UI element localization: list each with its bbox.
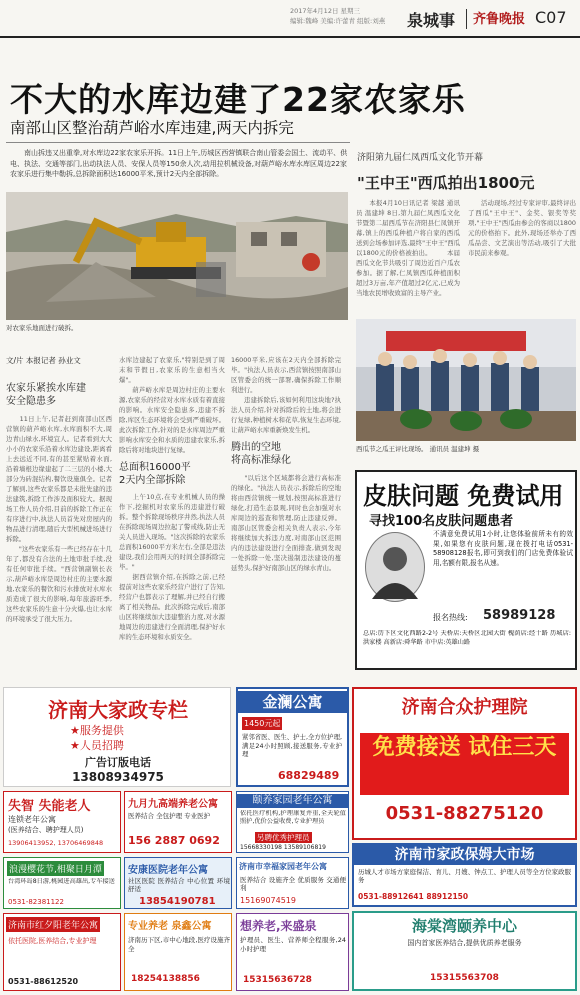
demolition-photo <box>6 192 348 320</box>
header-rule <box>0 36 580 38</box>
nursing-phone: 0531-88275120 <box>385 803 544 824</box>
portrait-image <box>365 532 425 602</box>
ad-title: 九月九高端养老公寓 <box>128 799 218 810</box>
main-headline: 不大的水库边建了22家农家乐 <box>10 80 466 119</box>
ad-extra: (医养结合、聘护理人员) <box>8 826 84 834</box>
header-divider <box>466 9 467 29</box>
nursing-title: 济南合众护理院 <box>401 697 528 718</box>
nursing-tag: 免费接送 试住三天 <box>360 733 569 795</box>
column-text: "以后这个区域都将会进行高标准的绿化。"执法人员表示,拆除后的空地将由西营镇统一规划,按照高标准进行绿化,打造生态景观,同时也会加强对水库周边的巡查和管理,防止违建反弹。南部山区管委会相关负责人表示,今年将继续加大拆违力度,对南部山区范围内的违法建设进行全面排查,做到发现一处拆除一处,坚决遏制违法建设的蔓延势头,保护好南部山区的绿水青山。 <box>231 474 341 572</box>
section-name: 泉城事 <box>407 11 456 30</box>
side-story-text: 活动现场,经过专家评审,最终评出了西瓜"王中王"、金奖、银奖等奖项,"王中王"西瓜由参会的客商以1800元的价格拍下。此外,现场还举办了西瓜品尝、文艺演出等活动,吸引了大批市民前来参观。 <box>468 199 576 257</box>
column-heading: 总面积16000平 2天内全部拆除 <box>119 462 191 486</box>
jinlan-title: 金澜公寓 <box>238 691 347 713</box>
ad-phone: 0531-88912641 88912150 <box>358 892 469 901</box>
ad-phone: 0531-82381122 <box>8 898 64 906</box>
ad-text: 济南历下区,市中心地段,医疗设施齐全 <box>128 936 230 953</box>
ad-phone: 13808934975 <box>72 770 164 784</box>
column-text: 水库边建起了农家乐,"特别是到了周末和节假日,农家乐的生意相当火爆"。 葫芦峪水库是周边村庄的主要水源,农家乐的经营对水库水质有着直接的影响。水库安全隐患多,违建不拆除,库区生态环境将会受到严重破坏。此次拆除工作,针对的是水库周边严重影响水库安全和水质的违建农家乐,拆除后将对地块进行复绿。 <box>119 356 225 454</box>
column-heading: 腾出的空地 将高标准绿化 <box>231 442 291 466</box>
ad-text: 依托医院,医养结合,专业护理 <box>8 937 97 945</box>
ad-text: 国内首家医养结合,提供优质养老服务 <box>407 939 522 947</box>
ad-phone: 13854190781 <box>139 896 216 907</box>
travel-ad <box>3 857 121 909</box>
nursing-ad <box>352 687 577 840</box>
market-ad <box>352 843 577 907</box>
column-text: 11日上午,记者赶到南部山区西营镇的葫芦峪水库,水库面积不大,周边青山绿水,环境宜人。记者看到大大小小的农家乐沿着水库边建设,距离看上去远近不同,有的甚至紧贴着水面,沿着墙根边缘建起了二三层的小楼,大部分为砖混结构,餐饮设施俱全。记者了解到,这些农家乐都是未批先建的违法建筑,拆除工作涉及面积较大。据现场工作人员介绍,目前的拆除工作正在有序进行中,执法人员首先对房屋内的物品进行清理,随后大型机械进场进行拆除。 "这些农家乐有一些已经存在十几年了,都没有合法的土地审批手续,没有任何审批手续。"西营镇副镇长表示,葫芦峪水库是周边村庄的主要水源地,农家乐的餐饮和污水排放对水库水质造成了很大的影响,每年旅游旺季,这些农家乐的生意十分火爆,也让水库的环境承受了很大压力。 <box>6 415 112 623</box>
main-subhead: 南部山区整治葫芦峪水库违建,两天内拆完 <box>10 119 294 137</box>
side-photo-caption: 西瓜节之瓜王评比现场。 通讯员 温建坤 摄 <box>356 445 480 453</box>
skin-ad <box>355 470 577 670</box>
ad-label: 广告订版电话 <box>85 756 151 769</box>
jiuyue-ad <box>124 791 232 853</box>
ad-sub: 连锁老年公寓 <box>8 815 56 824</box>
photo-caption: 对农家乐地面进行破拆。 <box>6 324 78 332</box>
column-text: 上午10点,在专业机械人员的操作下,挖掘机对农家乐的违建进行破拆。整个拆除现场秩序井然,执法人员在拆除现场周边拉起了警戒线,防止无关人员进入现场。"这次拆除的农家乐总面积16000平方米左右,全部是违法建设,我们会用两天的时间全部拆除完毕。" 据西营镇介绍,在拆除之前,已经提前对这些农家乐经营户进行了告知,经营户也都表示了理解,并已经自行搬离了相关物品。此次拆除完成后,南部山区将继续加大违建整治力度,对水源地周边的违建进行全面清理,保护好水库的生态环境和水质安全。 <box>119 493 225 641</box>
side-story-title: "王中王"西瓜拍出1800元 <box>357 174 535 192</box>
lead-paragraph: 南山拆违又出重拳,对水库边22家农家乐开拆。11日上午,历城区西营镇联合南山管委会国土、流动平、供电、执法、交通等部门,出动执法人员、安保人员等150余人次,动用拉机械设备,对葫芦峪水库水库区周边22家农家乐进行集中勒拆,总拆除面积达16000平米,预计2天内全部拆除。 <box>10 149 348 178</box>
hotline-number: 58989128 <box>483 608 556 623</box>
ad-title: 海棠湾颐养中心 <box>411 917 517 935</box>
housekeeping-title: 济南大家政专栏 <box>48 698 188 722</box>
divider <box>6 142 350 143</box>
ad-text: 护理员、医生、营养师全程服务,24小时护理 <box>240 936 346 953</box>
paper-logo: 齐鲁晚报 <box>473 12 526 27</box>
skin-ad-addresses: 总店:历下区文化西路2-2号 天桥店:天桥区北园大街 槐荫店:经十路 历城店:洪家楼 高新店:舜华路 市中店:英雄山路 <box>363 630 571 646</box>
column-text: 16000平米,应该在2天内全部拆除完毕。"执法人员表示,西营镇按照南部山区管委会的统一部署,确保拆除工作顺利进行。 违建拆除后,该如何利用这块地?执法人员介绍,针对拆除后的土地,将会进行复绿,种植树木和花草,恢复生态环境,让葫芦峪水库重新焕发生机。 <box>231 356 341 434</box>
column-heading: 农家乐紧挨水库建 安全隐患多 <box>6 383 86 407</box>
watermelon-photo <box>356 319 576 441</box>
ad-phone: 156 2887 0692 <box>128 834 220 847</box>
ad-phone: 13906413952, 13706469848 <box>8 839 104 847</box>
jinlan-text: 紧邻省医、医生、护士,全方位护理,满足24小时照顾,接送服务,专业护理 <box>242 733 342 758</box>
ankang-ad <box>124 857 232 909</box>
byline: 文/片 本报记者 孙业文 <box>6 356 81 365</box>
ad-line: ★服务提供 <box>70 724 124 737</box>
jinlan-price: 1450元起 <box>244 719 281 728</box>
ad-phone: 15315563708 <box>430 973 499 983</box>
zhuanye-ad <box>124 913 232 991</box>
staff-line: 编辑:魏峰 美编:许蕾青 组版:刘燕 <box>290 17 386 25</box>
skin-ad-sub: 寻找100名皮肤问题患者 <box>369 514 514 529</box>
ad-text: 医养结合 全包护理 专业医护 <box>128 812 211 820</box>
page-number: C07 <box>535 8 567 27</box>
ad-title: 安康医院老年公寓 <box>128 865 208 876</box>
skin-ad-title: 皮肤问题 免费试用 <box>363 482 564 510</box>
haitang-ad <box>352 911 577 991</box>
ad-title: 浪漫樱花节,相聚日月潭 <box>7 861 104 876</box>
page-header <box>0 0 580 40</box>
housekeeping-ad <box>3 687 231 787</box>
ad-phone: 15315636728 <box>243 975 312 985</box>
skin-ad-body: 不满意免费试用1小时,让您体验前所未有的效果,如果您有皮肤问题,现在拨打电话0531-58908128报名,即可到我们的门店免费体验试用,名额有限,报名从速。 <box>433 530 573 567</box>
ad-phone: 15169074519 <box>240 896 296 905</box>
shengquan-ad <box>236 913 349 991</box>
ad-title: 济南市家政保姆大市场 <box>354 845 575 865</box>
dementia-ad <box>3 791 121 853</box>
xingfu-ad <box>236 857 349 909</box>
ad-title: 济南市幸福家园老年公寓 <box>239 862 327 871</box>
side-story-kicker: 济阳第九届仁凤西瓜文化节开幕 <box>357 153 484 163</box>
ad-title: 专业养老 泉鑫公寓 <box>128 921 212 932</box>
jinlan-phone: 68829489 <box>278 769 340 782</box>
ad-text: 社区医院 医养结合 中心位置 环境舒适 <box>128 877 230 893</box>
header-meta <box>290 6 385 26</box>
ad-text: 依托医疗机构,护理康复并重,全天轮值照护,优价公益收费,专业护理员 <box>240 810 346 825</box>
jinlan-ad <box>236 687 349 787</box>
side-story-text: 本报4月10日讯记者 梁越 通讯员 温建坤 8日,第九届仁凤西瓜文化节暨第二届西瓜节在济阳县仁凤镇开幕,镇上的西瓜种植户将自家的西瓜送到会场参加评选,最终"王中王"西瓜以1800元的价格被拍出。 本届西瓜文化节共吸引了周边近百户瓜农参加。据了解,仁凤镇西瓜种植面积超过3万亩,年产值超过2亿元,已成为当地农民增收致富的主导产业。 <box>356 199 460 297</box>
ad-phone: 0531-88612520 <box>8 977 79 986</box>
ad-text: 台湾环岛8日游,桃园进高雄出,专车接送 <box>8 878 115 885</box>
ad-title: 济南市红夕阳老年公寓 <box>6 917 100 932</box>
yiyang-ad <box>236 791 349 853</box>
sunset-ad <box>3 913 121 991</box>
ad-title: 颐养家园老年公寓 <box>237 794 348 808</box>
ad-text: 医养结合 设施齐全 优质服务 交通便利 <box>240 876 346 892</box>
ad-title: 失智 失能老人 <box>8 799 91 814</box>
ad-phone: 15668330198 13589106819 <box>240 844 326 851</box>
ad-text: 历城人才市场方家庭保洁、育儿、月嫂、钟点工、护理人员等全方位家政服务 <box>358 868 571 884</box>
hotline-label: 报名热线: <box>433 613 468 622</box>
date-line: 2017年4月12日 星期三 <box>290 7 361 15</box>
ad-extra: 另聘优秀护理员 <box>257 833 310 842</box>
ad-line: ★人员招聘 <box>70 739 124 752</box>
ad-title: 想养老,来盛泉 <box>240 919 317 933</box>
ad-phone: 18254138856 <box>131 974 200 984</box>
